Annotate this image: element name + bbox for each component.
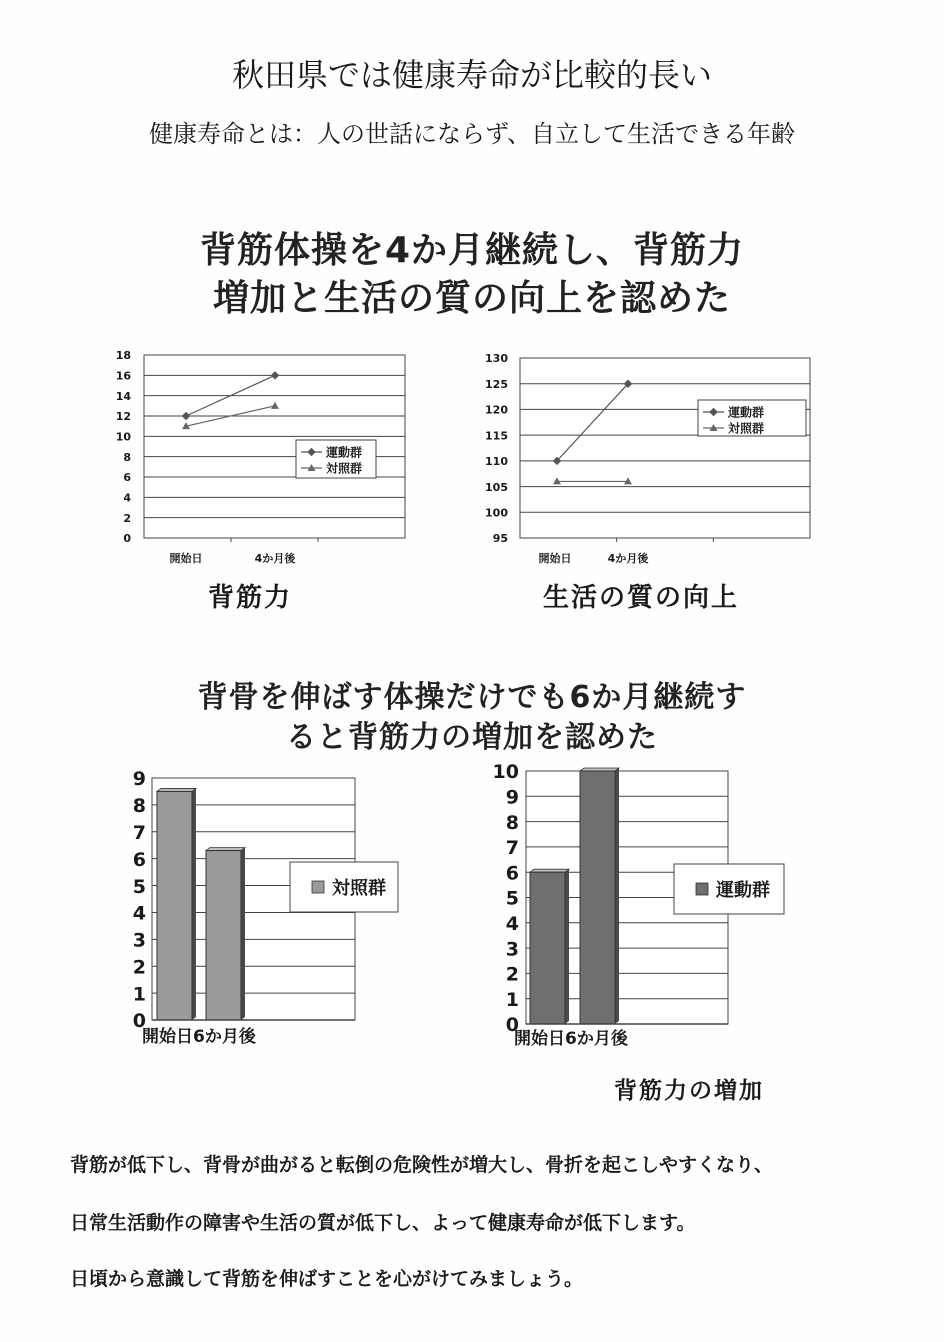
- bar-side: [565, 869, 569, 1024]
- y-tick-label: 4: [123, 491, 131, 505]
- y-tick-label: 1: [132, 983, 146, 1006]
- y-tick-label: 100: [485, 506, 508, 520]
- y-tick-label: 9: [505, 786, 519, 809]
- y-tick-label: 110: [485, 455, 508, 469]
- y-tick-label: 95: [492, 532, 508, 546]
- x-tick-label: 4か月後: [607, 552, 649, 565]
- bar-side: [615, 768, 619, 1024]
- y-tick-label: 115: [485, 429, 508, 443]
- y-tick-label: 10: [492, 761, 519, 784]
- bar: [157, 791, 192, 1020]
- body-paragraph: 日頃から意識して背筋を伸ばすことを心がけてみましょう。: [70, 1268, 584, 1290]
- y-tick-label: 7: [505, 837, 519, 860]
- y-tick-label: 18: [115, 349, 131, 363]
- y-tick-label: 10: [115, 430, 131, 444]
- y-tick-label: 7: [132, 821, 146, 844]
- y-tick-label: 3: [505, 938, 519, 961]
- legend-label: 運動群: [728, 405, 765, 420]
- bar-side: [192, 788, 196, 1020]
- x-tick-label: 開始日: [169, 552, 203, 565]
- plot-area: [520, 358, 810, 538]
- y-tick-label: 5: [505, 887, 519, 910]
- legend-label: 運動群: [326, 445, 363, 460]
- y-tick-label: 105: [485, 480, 508, 494]
- chart1-caption: 背筋力: [208, 583, 293, 613]
- y-tick-label: 6: [505, 862, 519, 885]
- x-tick-label: 開始日6か月後: [142, 1027, 256, 1047]
- bar-charts-caption: 背筋力の増加: [614, 1078, 764, 1104]
- x-tick-label: 4か月後: [254, 552, 296, 565]
- y-tick-label: 3: [132, 929, 146, 952]
- y-tick-label: 8: [123, 450, 131, 464]
- y-tick-label: 2: [123, 511, 131, 525]
- legend-label: 対照群: [332, 878, 386, 899]
- legend-swatch: [312, 881, 324, 893]
- chart2-caption: 生活の質の向上: [543, 583, 740, 613]
- y-tick-label: 1: [505, 988, 519, 1011]
- bar: [530, 872, 565, 1024]
- y-tick-label: 4: [132, 902, 146, 925]
- y-tick-label: 16: [115, 369, 131, 383]
- y-tick-label: 130: [485, 352, 508, 366]
- y-tick-label: 0: [132, 1010, 146, 1033]
- legend-label: 対照群: [326, 461, 363, 476]
- y-tick-label: 0: [123, 532, 131, 546]
- section1-heading-line1: 背筋体操を4か月継続し、背筋力: [199, 230, 745, 271]
- body-paragraph: 背筋が低下し、背骨が曲がると転倒の危険性が増大し、骨折を起こしやすくなり、: [70, 1154, 774, 1176]
- y-tick-label: 14: [115, 389, 131, 403]
- y-tick-label: 12: [115, 410, 131, 424]
- y-tick-label: 2: [505, 963, 519, 986]
- y-tick-label: 5: [132, 875, 146, 898]
- bar: [580, 771, 615, 1024]
- y-tick-label: 9: [132, 768, 146, 791]
- legend-swatch: [696, 883, 708, 895]
- bar: [206, 851, 241, 1020]
- x-tick-label: 開始日: [538, 552, 572, 565]
- section2-heading-line1: 背骨を伸ばす体操だけでも6か月継続す: [197, 680, 747, 715]
- section1-heading-line2: 増加と生活の質の向上を認めた: [212, 278, 731, 319]
- y-tick-label: 6: [132, 848, 146, 871]
- y-tick-label: 125: [485, 377, 508, 391]
- page-subtitle: 健康寿命とは：人の世話にならず、自立して生活できる年齢: [148, 120, 796, 148]
- bar-side: [241, 848, 245, 1020]
- section2-heading-line2: ると背筋力の増加を認めた: [286, 720, 658, 755]
- y-tick-label: 6: [123, 471, 131, 485]
- y-tick-label: 120: [485, 403, 508, 417]
- y-tick-label: 8: [505, 811, 519, 834]
- y-tick-label: 4: [505, 913, 519, 936]
- y-tick-label: 2: [132, 956, 146, 979]
- page-title: 秋田県では健康寿命が比較的長い: [231, 56, 712, 94]
- body-paragraph: 日常生活動作の障害や生活の質が低下し、よって健康寿命が低下します。: [70, 1212, 696, 1234]
- legend-label: 対照群: [728, 421, 765, 436]
- x-tick-label: 開始日6か月後: [514, 1029, 628, 1049]
- y-tick-label: 8: [132, 795, 146, 818]
- legend-label: 運動群: [716, 880, 770, 901]
- y-tick-label: 0: [505, 1014, 519, 1037]
